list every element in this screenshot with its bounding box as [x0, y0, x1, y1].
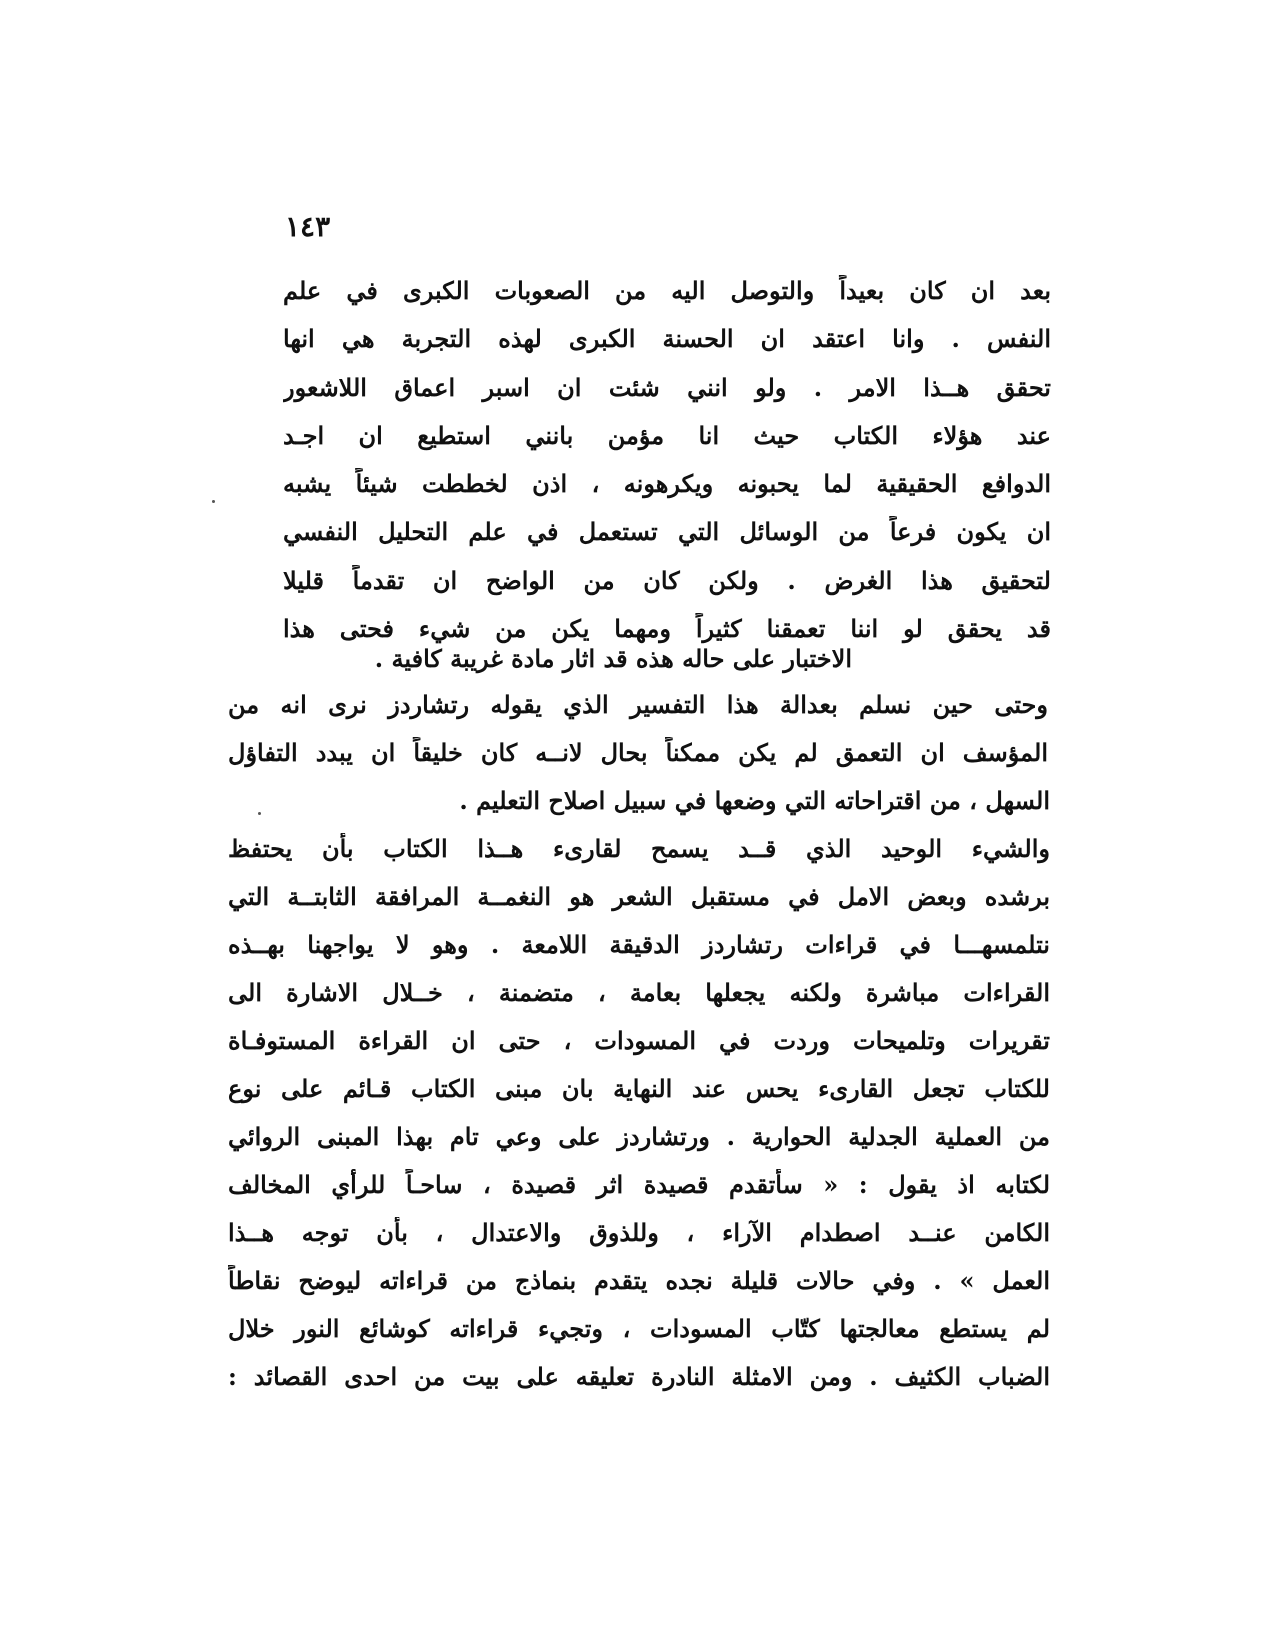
- text-line: الضباب الكثيف . ومن الامثلة النادرة تعليقه على بيت من احدى القصائد :: [228, 1362, 1050, 1391]
- text-line: للكتاب تجعل القارىء يحس عند النهاية بان مبنى الكتاب قـائم على نوع: [228, 1074, 1050, 1103]
- text-line: عند هؤلاء الكتاب حيث انا مؤمن بانني استطيع ان اجـد: [283, 421, 1051, 450]
- text-line: تقريرات وتلميحات وردت في المسودات ، حتى ان القراءة المستوفـاة: [228, 1026, 1050, 1055]
- text-line: لكتابه اذ يقول : « سأتقدم قصيدة اثر قصيدة ، ساحـاً للرأي المخالف: [228, 1170, 1050, 1199]
- text-line: المؤسف ان التعمق لم يكن ممكناً بحال لانــه كان خليقاً ان يبدد التفاؤل: [228, 738, 1048, 767]
- scan-speck: [258, 812, 261, 815]
- text-line: لم يستطع معالجتها كتّاب المسودات ، وتجيء قراءاته كوشائع النور خلال: [228, 1314, 1050, 1343]
- text-line: الكامن عنــد اصطدام الآراء ، وللذوق والاعتدال ، بأن توجه هــذا: [228, 1218, 1050, 1247]
- text-line: ان يكون فرعاً من الوسائل التي تستعمل في علم التحليل النفسي: [283, 517, 1051, 546]
- text-line: النفس . وانا اعتقد ان الحسنة الكبرى لهذه التجربة هي انها: [283, 324, 1051, 353]
- text-line: تحقق هــذا الامر . ولو انني شئت ان اسبر اعماق اللاشعور: [283, 373, 1051, 402]
- text-line: والشيء الوحيد الذي قــد يسمح لقارىء هــذا الكتاب بأن يحتفظ: [228, 834, 1050, 863]
- text-line: السهل ، من اقتراحاته التي وضعها في سبيل اصلاح التعليم .: [459, 786, 1050, 815]
- text-line: قد يحقق لو اننا تعمقنا كثيراً ومهما يكن من شيء فحتى هذا: [283, 614, 1051, 643]
- scan-speck: [212, 500, 215, 503]
- page-number: ١٤٣: [285, 210, 331, 243]
- text-line: الدوافع الحقيقية لما يحبونه ويكرهونه ، اذن لخططت شيئاً يشبه: [283, 469, 1051, 498]
- text-line: العمل » . وفي حالات قليلة نجده يتقدم بنماذج من قراءاته ليوضح نقاطاً: [228, 1266, 1050, 1295]
- text-line: نتلمسهـــا في قراءات رتشاردز الدقيقة اللامعة . وهو لا يواجهنا بهــذه: [228, 930, 1050, 959]
- text-line: من العملية الجدلية الحوارية . ورتشاردز على وعي تام بهذا المبنى الروائي: [228, 1122, 1050, 1151]
- text-line: لتحقيق هذا الغرض . ولكن كان من الواضح ان تقدماً قليلا: [283, 566, 1051, 595]
- text-line: بعد ان كان بعيداً والتوصل اليه من الصعوبات الكبرى في علم: [283, 276, 1051, 305]
- text-line: وحتى حين نسلم بعدالة هذا التفسير الذي يقوله رتشاردز نرى انه من: [228, 690, 1048, 719]
- text-line: برشده وبعض الامل في مستقبل الشعر هو النغمــة المرافقة الثابتــة التي: [228, 882, 1050, 911]
- text-line: القراءات مباشرة ولكنه يجعلها بعامة ، متضمنة ، خــلال الاشارة الى: [228, 978, 1050, 1007]
- text-line: الاختبار على حاله هذه قد اثار مادة غريبة كافية .: [374, 644, 852, 673]
